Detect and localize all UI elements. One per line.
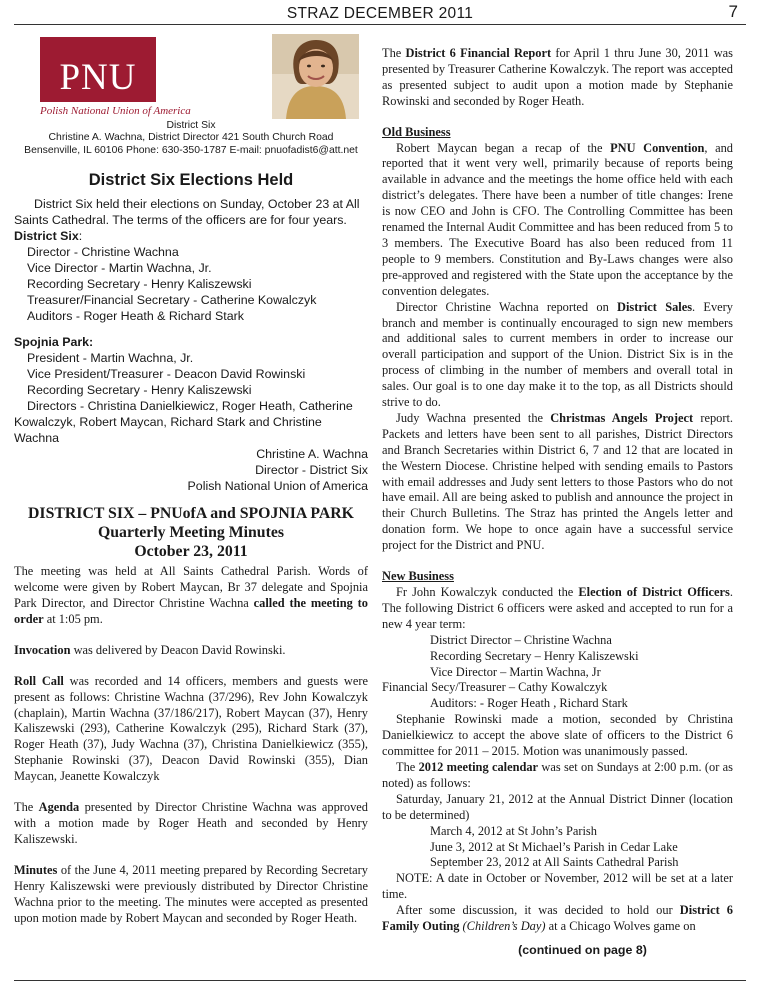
officer-item: Vice Director - Martin Wachna, Jr. (27, 261, 212, 276)
roll-call-paragraph: Roll Call was recorded and 14 officers, members and guests were present as follows: Christine Wachna (37/296), Rev John Kowalczyk (chaplain), Martin Wachna (37/186/217), Robert Maycan (37), Henry Kaliszewski (293), Catherine Kowalczyk (295), Richard Stark (37), Roger Heath (37), Judy Wachna (37), Christina Danielkiewicz (355), Stephanie Rowinski (37), Deacon David Rowinski (355), Dian Maycan, Jeanette Kowalczyk (14, 673, 368, 784)
agenda-paragraph: The Agenda presented by Director Christine Wachna was approved with a motion made by Roger Heath and seconded by Henry Kaliszewski. (14, 800, 368, 846)
motion-paragraph: Stephanie Rowinski made a motion, seconded by Christina Danielkiewicz to accept the above slate of officers to the District 6 committee for 2011 – 2015. Motion was unanimously passed. (382, 712, 733, 759)
portrait-image (272, 34, 359, 119)
footer-rule (14, 980, 746, 981)
page-header (0, 0, 760, 26)
new-business-heading: New Business (382, 569, 454, 584)
spojnia-officer-item: Recording Secretary - Henry Kaliszewski (27, 383, 252, 398)
calendar-paragraph: The 2012 meeting calendar was set on Sundays at 2:00 p.m. (or as noted) as follows: (382, 759, 733, 790)
continued-note: (continued on page 8) (518, 942, 647, 957)
minutes-subtitle: Quarterly Meeting Minutes (97, 524, 284, 542)
contact-director-address: Christine A. Wachna, District Director 421 South Church Road (48, 132, 334, 144)
left-column (14, 30, 368, 926)
elections-intro: District Six held their elections on Sunday, October 23 at All Saints Cathedral. The terms of the officers are for four years. (14, 197, 360, 228)
family-outing-paragraph: After some discussion, it was decided to hold our District 6 Family Outing (Children’s Day) at a Chicago Wolves game on (382, 903, 733, 934)
elections-article (14, 196, 368, 494)
slate-item: Auditors: - Roger Heath , Richard Stark (430, 696, 628, 711)
officer-item: Auditors - Roger Heath & Richard Stark (27, 309, 244, 324)
minutes-paragraph: Minutes of the June 4, 2011 meeting prepared by Recording Secretary Henry Kaliszewski were previously distributed by Director Christine Wachna prior to the meeting. The minutes were accepted as presented upon motion made by Robert Maycan and seconded by Roger Heath. (14, 862, 368, 925)
logo-tagline: Polish National Union of America (40, 105, 191, 117)
calendar-note: NOTE: A date in October or November, 2012 will be set at a later time. (382, 871, 733, 902)
district-sales-paragraph: Director Christine Wachna reported on District Sales. Every branch and member is continually encouraged to sign new members and additional sales to current members in order to increase our overall participation and support of the Union. District Six is in the process of climbing in the number of members and overall total in sales. Our goal is to one day make it to the top, as all Districts should strive to do. (382, 299, 733, 410)
officer-item: Director - Christine Wachna (27, 245, 179, 260)
spojnia-officer-item: President - Martin Wachna, Jr. (27, 351, 194, 366)
convention-paragraph: Robert Maycan began a recap of the PNU Convention, and reported that it went very well, primarily because of reports being available in advance and the meetings the home office held with each district’s delegates. There have been a number of title changes: Irene is now CEO and John is CFO. The Controlling Committee has been renamed the Internal Audit Committee and has been reduced from 5 to 3 members. The Executive Board has also been reduced from 11 people to 9 members. Constitution and By-Laws changes were also pre-approved and registered with the State upon the acceptance by the convention delegates. (382, 140, 733, 298)
slate-item: Financial Secy/Treasurer – Cathy Kowalczyk (382, 680, 608, 695)
right-column (382, 46, 733, 957)
slate-item: District Director – Christine Wachna (430, 632, 612, 647)
right-column-body (382, 46, 733, 935)
elections-heading: District Six Elections Held (88, 171, 294, 190)
calendar-item: June 3, 2012 at St Michael’s Parish in Cedar Lake (430, 839, 678, 854)
slate-item: Vice Director – Martin Wachna, Jr (430, 664, 601, 679)
minutes-body (14, 564, 368, 926)
contact-district: District Six (166, 120, 216, 131)
director-photo (272, 34, 359, 119)
welcome-paragraph: The meeting was held at All Saints Cathedral Parish. Words of welcome were given by Robert Maycan, Br 37 delegate and Spojnia Park Director, and Director Christine Wachna called the meeting to order at 1:05 pm. (14, 564, 369, 626)
invocation-paragraph: Invocation was delivered by Deacon David Rowinski. (14, 642, 286, 657)
officer-item: Treasurer/Financial Secretary - Catherine Kowalczyk (27, 293, 317, 308)
spojnia-officer-item: Directors - Christina Danielkiewicz, Roger Heath, Catherine Kowalczyk, Robert Maycan, Richard Stark and Christine Wachna (14, 399, 353, 446)
signature-org: Polish National Union of America (187, 479, 368, 494)
old-business-heading: Old Business (382, 124, 451, 139)
minutes-title: DISTRICT SIX – PNUofA and SPOJNIA PARK (28, 505, 354, 523)
minutes-heading (14, 504, 368, 561)
slate-item: Recording Secretary – Henry Kaliszewski (430, 648, 639, 663)
christmas-angels-paragraph: Judy Wachna presented the Christmas Angels Project report. Packets and letters have been sent to all parishes, District Directors and Branch Secretaries within District 6, 7 and 12 that are located in the Western Diocese. Christine helped with sending emails to Pastors with email addresses and Judy sent letters to those Pastors who do not have email. All are being asked to publish and announce the project in their Church Bulletins. The Straz has printed the Angels letter and donation form. We hope to once again have a successful service project for the District and PNU. (382, 410, 733, 553)
spojnia-officer-item: Vice President/Treasurer - Deacon David Rowinski (27, 367, 306, 382)
district-six-label: District Six: (14, 229, 83, 244)
signature-name: Christine A. Wachna (256, 447, 368, 462)
calendar-item: Saturday, January 21, 2012 at the Annual District Dinner (location to be determined) (382, 791, 733, 822)
newsletter-title: STRAZ DECEMBER 2011 (286, 5, 474, 22)
minutes-date: October 23, 2011 (134, 543, 248, 561)
calendar-item: March 4, 2012 at St John’s Parish (430, 823, 597, 838)
contact-phone-email: Bensenville, IL 60106 Phone: 630-350-1787 E-mail: pnuofadist6@att.net (24, 144, 358, 156)
district-contact (14, 120, 368, 157)
pnu-wordmark: PNU (59, 57, 137, 98)
header-rule (14, 24, 746, 25)
election-paragraph: Fr John Kowalczyk conducted the Election of District Officers. The following District 6 officers were asked and accepted to run for a new 4 year term: (382, 585, 733, 631)
masthead (14, 30, 368, 118)
spojnia-label: Spojnia Park: (14, 335, 94, 350)
calendar-item: September 23, 2012 at All Saints Cathedral Parish (430, 855, 679, 870)
signature-title: Director - District Six (255, 463, 368, 478)
page-number: 7 (728, 2, 738, 21)
financial-report-paragraph: The District 6 Financial Report for April 1 thru June 30, 2011 was presented by Treasurer Catherine Kowalczyk. The report was accepted as presented subject to audit upon a motion made by Stephanie Rowinski and seconded by Roger Heath. (382, 46, 733, 108)
pnu-logo (40, 37, 156, 102)
officer-item: Recording Secretary - Henry Kaliszewski (27, 277, 252, 292)
